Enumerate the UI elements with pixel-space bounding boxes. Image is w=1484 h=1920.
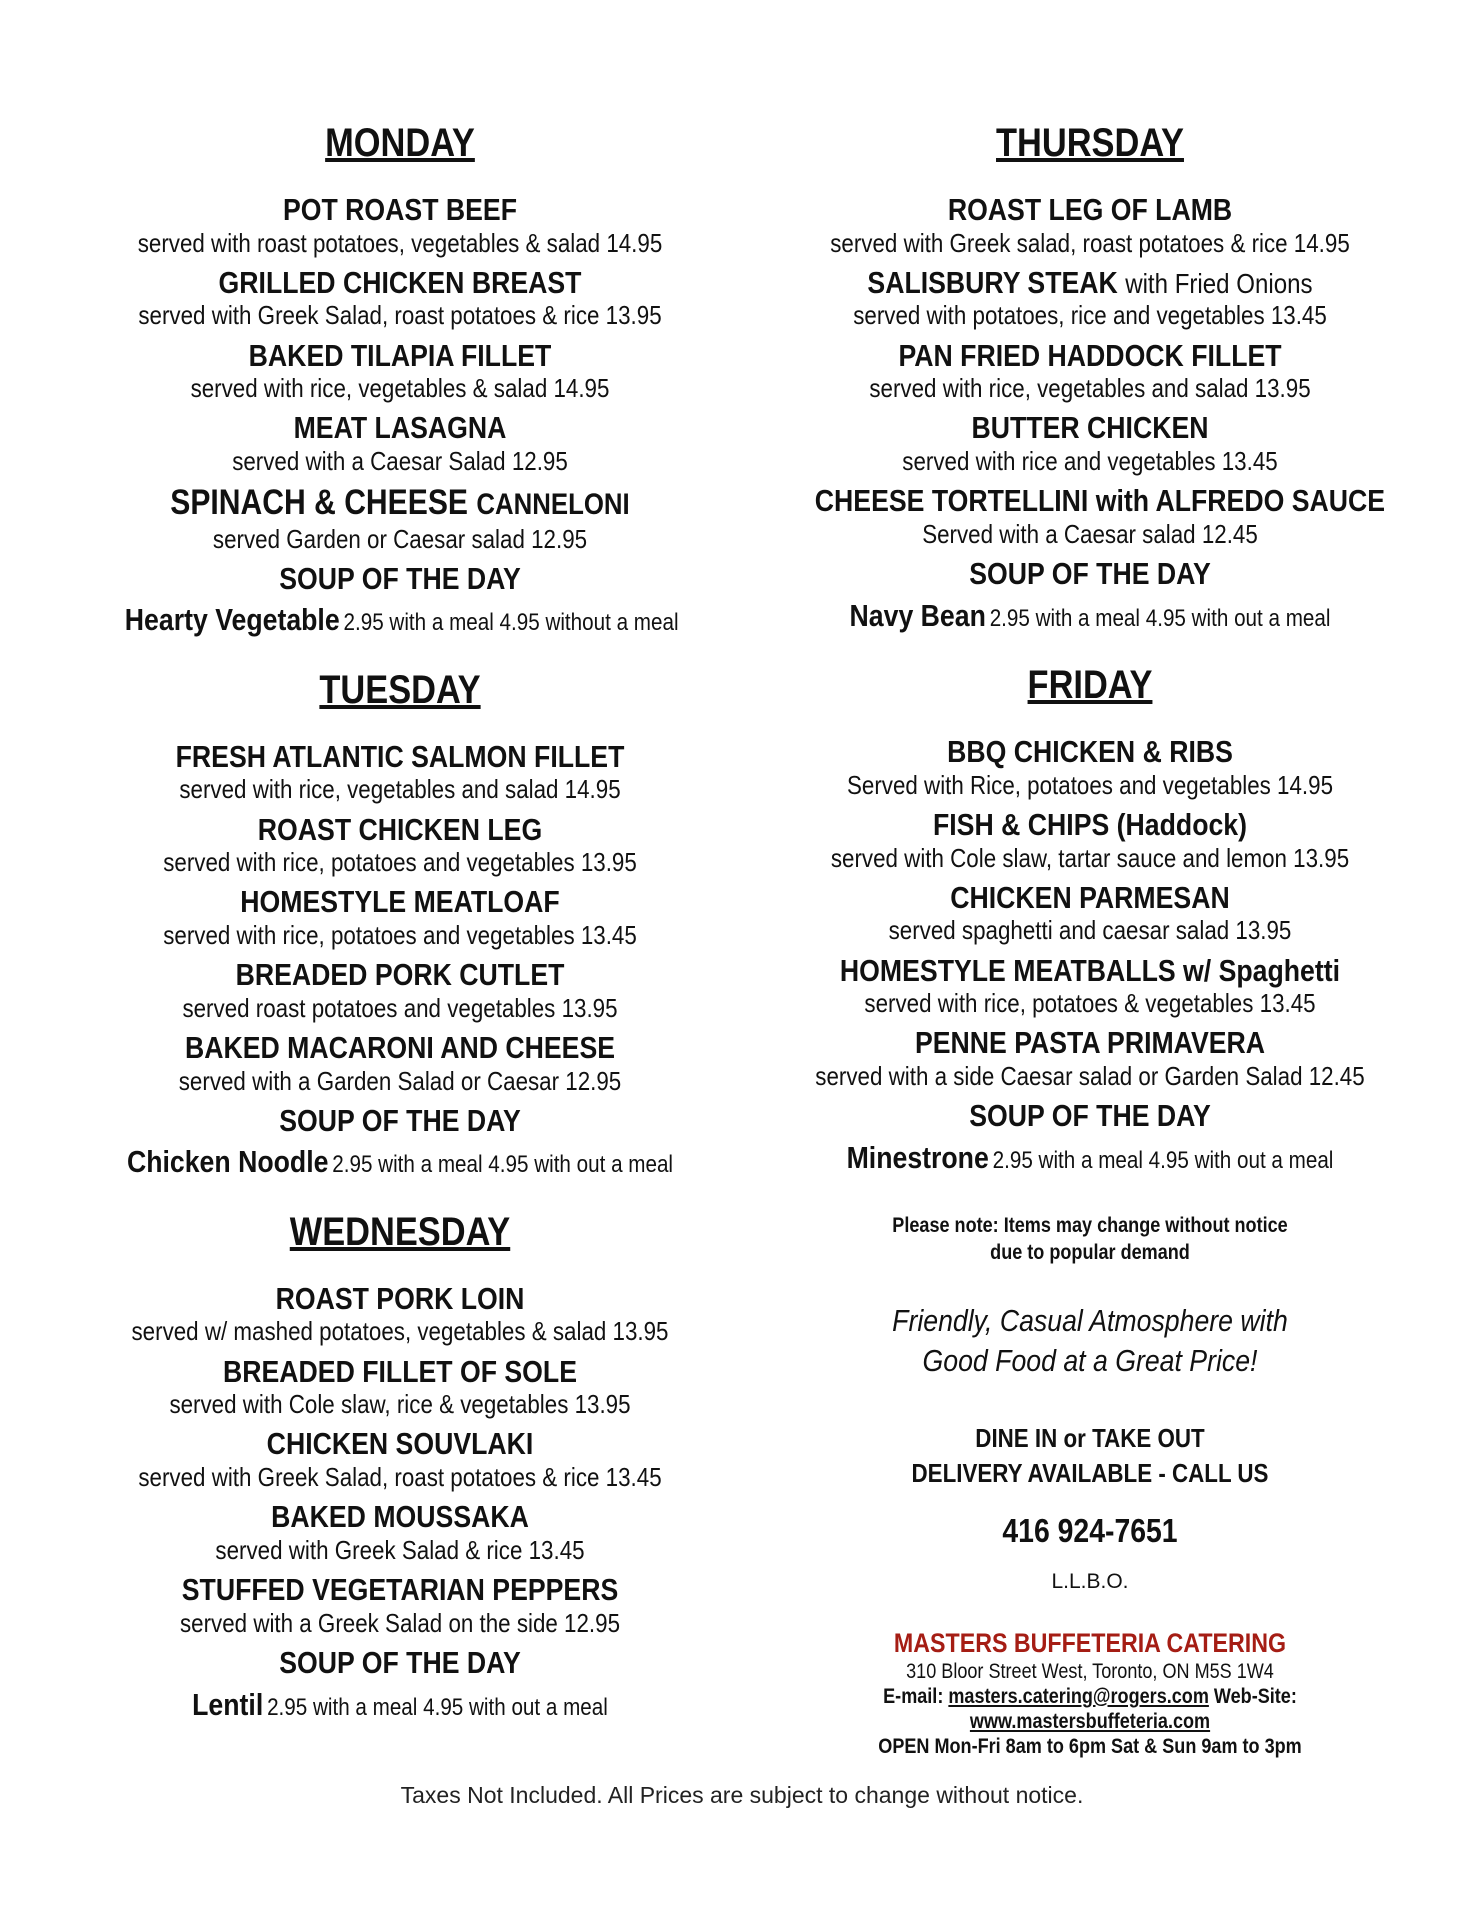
dish-description: served with Greek salad, roast potatoes & rice 14.95 [830,227,1350,258]
dish-suffix: CANNELONI [476,488,630,522]
dish-name: CHICKEN SOUVLAKI [266,1426,534,1462]
soup-line [125,1142,675,1182]
website-label: Web-Site: [1213,1684,1297,1708]
dish-name-with-suffix [125,483,675,523]
email-link[interactable]: masters.catering@rogers.com [948,1684,1209,1708]
dish-name: PENNE PASTA PRIMAVERA [914,1025,1266,1061]
dish-description: served with Greek Salad, roast potatoes & rice 13.45 [138,1462,662,1493]
dish-description: served w/ mashed potatoes, vegetables & salad 13.95 [131,1316,669,1347]
dish-name: FRESH ATLANTIC SALMON FILLET [175,738,625,774]
day-heading: MONDAY [325,121,475,165]
tagline [815,1301,1365,1382]
email-label: E-mail: [883,1684,944,1708]
dish-description: served roast potatoes and vegetables 13.95 [182,992,618,1023]
info-section [770,1212,1410,1759]
dish-name: CHEESE TORTELLINI with ALFREDO SAUCE [814,483,1386,519]
notice-text [815,1212,1365,1267]
dine-in-takeout [815,1421,1365,1491]
day-heading: WEDNESDAY [289,1209,511,1254]
soup-name: Minestrone [846,1139,989,1175]
dish-name: ROAST CHICKEN LEG [257,811,543,847]
notice-line: due to popular demand [990,1241,1190,1265]
dish-name: STUFFED VEGETARIAN PEPPERS [181,1572,619,1608]
soup-price: 2.95 with a meal 4.95 without a meal [343,609,679,637]
llbo-label: L.L.B.O. [1051,1569,1129,1593]
dish-name: ROAST PORK LOIN [275,1280,525,1316]
dish-description: served with a Garden Salad or Caesar 12.95 [178,1065,622,1096]
dish-name: HOMESTYLE MEATBALLS w/ Spaghetti [839,952,1341,988]
dish-description: served with roast potatoes, vegetables & salad 14.95 [137,227,663,258]
business-name: MASTERS BUFFETERIA CATERING [893,1627,1287,1658]
soup-name: Hearty Vegetable [124,602,340,638]
day-section-monday [80,120,720,641]
dish-description: served with rice, vegetables and salad 13.95 [869,373,1311,404]
dish-description: served with Greek Salad & rice 13.45 [215,1534,585,1565]
soup-name: Navy Bean [849,597,986,633]
soup-price: 2.95 with a meal 4.95 with out a meal [992,1146,1334,1174]
dish-name: ROAST LEG OF LAMB [947,192,1233,227]
footer-disclaimer: Taxes Not Included. All Prices are subject to change without notice. [400,1782,1084,1808]
dish-description: served with rice, vegetables & salad 14.95 [190,373,610,404]
soup-price: 2.95 with a meal 4.95 with out a meal [267,1693,608,1721]
tagline-line: Friendly, Casual Atmosphere with [892,1302,1288,1338]
dish-description: served with a Caesar Salad 12.95 [232,446,568,477]
dish-description: served spaghetti and caesar salad 13.95 [888,915,1292,946]
day-heading: TUESDAY [319,667,481,712]
dish-name-with-suffix [815,265,1365,301]
tagline-line: Good Food at a Great Price! [922,1343,1258,1379]
day-heading: FRIDAY [1027,663,1153,708]
dish-description: Served with a Caesar salad 12.45 [922,518,1258,549]
left-column [80,120,720,1725]
dish-suffix: with Fried Onions [1125,267,1313,299]
dish-description: served Garden or Caesar salad 12.95 [212,523,588,554]
dish-description: Served with Rice, potatoes and vegetables 14.95 [846,769,1334,800]
soup-line [124,600,679,640]
day-heading: THURSDAY [996,121,1184,165]
soup-title: SOUP OF THE DAY [279,560,521,596]
soup-title: SOUP OF THE DAY [279,1102,521,1138]
dish-name: BAKED MOUSSAKA [271,1499,529,1535]
dish-name: PAN FRIED HADDOCK FILLET [898,337,1282,373]
day-section-thursday [770,120,1410,636]
dish-name: HOMESTYLE MEATLOAF [240,884,560,920]
soup-title: SOUP OF THE DAY [279,1644,521,1680]
dish-name: BUTTER CHICKEN [971,410,1209,446]
soup-line [125,1685,675,1725]
soup-title: SOUP OF THE DAY [969,1098,1211,1134]
dish-name: FISH & CHIPS (Haddock) [932,806,1248,842]
delivery-line: DELIVERY AVAILABLE - CALL US [911,1458,1269,1489]
dish-name: BAKED MACARONI AND CHEESE [184,1030,616,1065]
contact-line [815,1684,1365,1709]
dish-name: BBQ CHICKEN & RIBS [947,734,1233,770]
dish-description: served with rice and vegetables 13.45 [902,446,1278,477]
day-section-tuesday [80,667,720,1183]
opening-hours: OPEN Mon-Fri 8am to 6pm Sat & Sun 9am to 3pm [878,1735,1302,1759]
right-column [770,120,1410,1759]
dish-name: CHICKEN PARMESAN [950,879,1230,915]
day-section-wednesday [80,1209,720,1725]
soup-name: Chicken Noodle [126,1144,329,1180]
soup-name: Lentil [192,1686,264,1722]
soup-price: 2.95 with a meal 4.95 with out a meal [989,604,1331,632]
dish-description: served with Cole slaw, rice & vegetables 13.95 [169,1389,631,1420]
dish-description: served with rice, potatoes & vegetables 13.45 [864,988,1316,1019]
business-address: 310 Bloor Street West, Toronto, ON M5S 1W4 [906,1659,1274,1683]
dish-description: served with a side Caesar salad or Garden Salad 12.45 [815,1061,1365,1092]
notice-line: Please note: Items may change without notice [892,1214,1288,1238]
dish-description: served with Cole slaw, tartar sauce and lemon 13.95 [830,842,1350,873]
dish-name: BAKED TILAPIA FILLET [248,337,552,373]
dish-name: MEAT LASAGNA [293,410,507,446]
day-section-friday [770,662,1410,1178]
dish-name: SPINACH & CHEESE [170,483,468,523]
dish-description: served with rice, vegetables and salad 14.95 [179,774,621,805]
phone-number: 416 924-7651 [1002,1511,1178,1549]
soup-line [815,596,1365,636]
website-line [815,1709,1365,1734]
dish-name: SALISBURY STEAK [867,264,1118,300]
soup-line [815,1138,1365,1178]
dish-name: POT ROAST BEEF [282,192,518,227]
dish-name: BREADED FILLET OF SOLE [223,1353,577,1389]
dish-description: served with Greek Salad, roast potatoes & rice 13.95 [138,300,662,331]
dish-description: served with rice, potatoes and vegetables 13.95 [163,847,637,878]
dish-description: served with potatoes, rice and vegetables 13.45 [853,300,1327,331]
soup-price: 2.95 with a meal 4.95 with out a meal [332,1151,674,1179]
soup-title: SOUP OF THE DAY [969,556,1211,592]
dish-description: served with rice, potatoes and vegetables 13.45 [163,919,637,950]
dish-name: GRILLED CHICKEN BREAST [218,264,582,300]
dish-description: served with a Greek Salad on the side 12.95 [179,1607,621,1638]
dine-line: DINE IN or TAKE OUT [975,1423,1205,1454]
dish-name: BREADED PORK CUTLET [235,957,565,993]
website-link[interactable]: www.mastersbuffeteria.com [969,1709,1211,1733]
